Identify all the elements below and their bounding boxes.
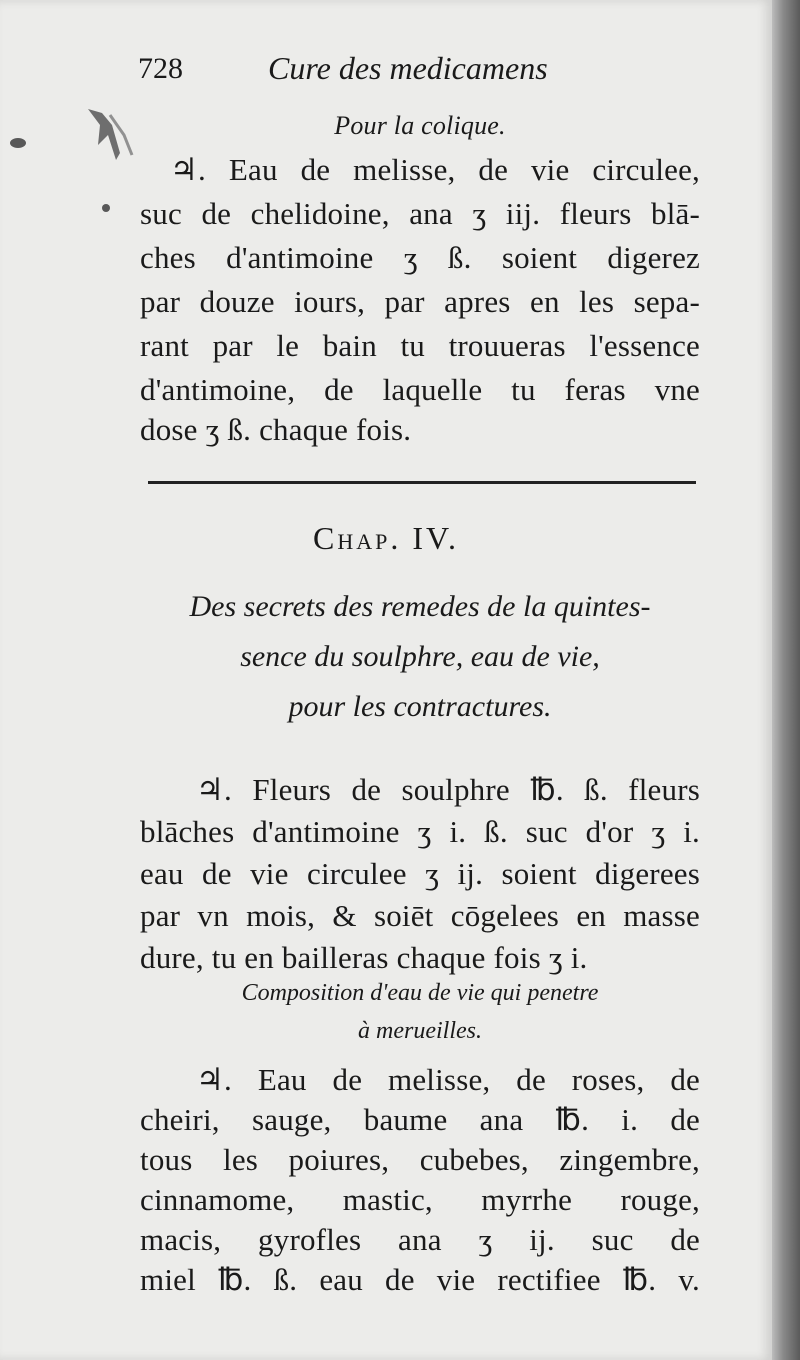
ink-dot-icon	[8, 136, 28, 150]
chapter-title-line: pour les contractures.	[288, 690, 552, 723]
chapter-title-line: Des secrets des remedes de la quintes-	[189, 590, 651, 623]
chapter-heading: Chap. IV.	[313, 520, 459, 556]
ink-smudge-icon	[80, 105, 140, 175]
book-gutter	[772, 0, 800, 1360]
text-line: macis, gyrofles ana ʒ ij. suc de	[140, 1222, 700, 1257]
text-line: ♃. Eau de melisse, de vie circulee,	[170, 152, 700, 187]
text-line: cinnamome, mastic, myrrhe rouge,	[140, 1182, 700, 1217]
section-subtitle: Pour la colique.	[334, 111, 506, 140]
chapter-title-line: sence du soulphre, eau de vie,	[240, 640, 600, 673]
text-line: eau de vie circulee ʒ ij. soient digerees	[140, 856, 700, 891]
running-title: Cure des medicamens	[268, 50, 548, 86]
section-subtitle: Composition d'eau de vie qui penetre	[241, 980, 599, 1006]
text-line: cheiri, sauge, baume ana ℔. i. de	[140, 1102, 700, 1137]
text-line: blāches d'antimoine ʒ i. ß. suc d'or ʒ i.	[140, 814, 700, 849]
text-line: par douze iours, par apres en les sepa-	[140, 284, 700, 319]
text-line: rant par le bain tu trouueras l'essence	[140, 328, 700, 363]
text-line: ♃. Fleurs de soulphre ℔. ß. fleurs	[196, 772, 700, 807]
text-line: ♃. Eau de melisse, de roses, de	[196, 1062, 700, 1097]
text-line: miel ℔. ß. eau de vie rectifiee ℔. v.	[140, 1262, 700, 1297]
text-line: d'antimoine, de laquelle tu feras vne	[140, 372, 700, 407]
text-line: tous les poiures, cubebes, zingembre,	[140, 1142, 700, 1177]
section-divider	[148, 481, 696, 484]
text-line: dose ʒ ß. chaque fois.	[140, 412, 412, 447]
text-line: suc de chelidoine, ana ʒ iij. fleurs blā-	[140, 196, 700, 231]
page-number: 728	[138, 52, 183, 85]
ink-dot-icon	[100, 202, 112, 214]
text-line: par vn mois, & soiēt cōgelees en masse	[140, 898, 700, 933]
section-subtitle: à merueilles.	[358, 1018, 482, 1044]
text-line: dure, tu en bailleras chaque fois ʒ i.	[140, 940, 588, 975]
text-line: ches d'antimoine ʒ ß. soient digerez	[140, 240, 700, 275]
